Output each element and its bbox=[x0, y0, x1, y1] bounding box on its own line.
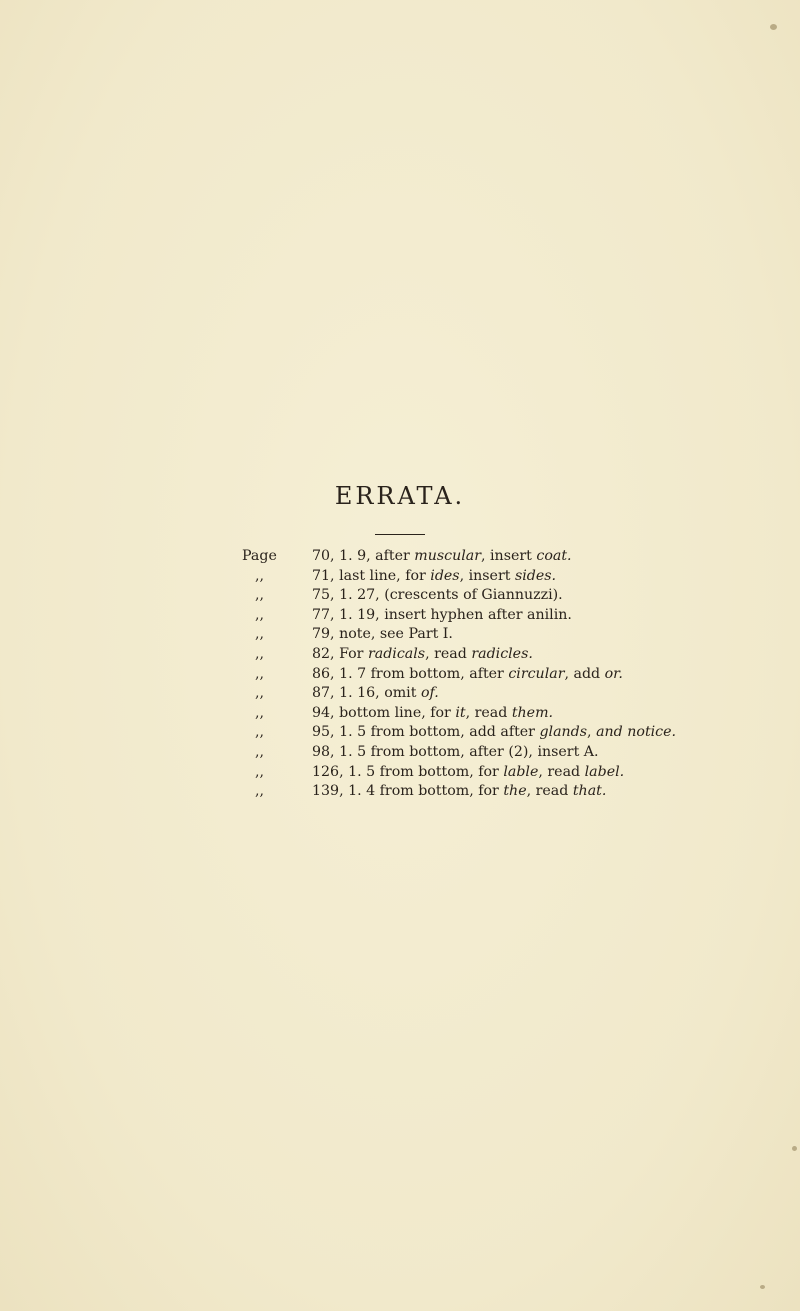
errata-entry bbox=[312, 606, 572, 626]
errata-row bbox=[242, 606, 800, 626]
entry-text: , read bbox=[526, 783, 573, 800]
entry-text: 70, 1. 9, after bbox=[312, 548, 415, 564]
ditto-mark: ,, bbox=[255, 743, 265, 760]
errata-entry bbox=[312, 684, 439, 704]
entry-text: , bbox=[587, 724, 597, 741]
errata-row bbox=[242, 665, 800, 685]
entry-text: 98, 1. 5 from bottom, after (2), insert A. bbox=[312, 743, 599, 760]
errata-row bbox=[242, 684, 800, 704]
page-label: Page bbox=[242, 548, 277, 564]
ditto-mark: ,, bbox=[255, 685, 265, 702]
errata-entry bbox=[312, 625, 453, 645]
errata-entry bbox=[312, 645, 533, 665]
ditto-mark: ,, bbox=[255, 645, 265, 662]
ditto-mark: ,, bbox=[255, 704, 265, 721]
italic-text: them. bbox=[511, 704, 554, 721]
errata-entry bbox=[312, 665, 623, 685]
heading-rule bbox=[375, 534, 425, 535]
errata-row bbox=[242, 645, 800, 665]
ditto-mark: ,, bbox=[255, 626, 265, 643]
ditto-mark: ,, bbox=[255, 783, 265, 800]
errata-row bbox=[242, 547, 800, 567]
errata-row bbox=[242, 704, 800, 724]
paper-spot bbox=[792, 1146, 797, 1151]
entry-text: 126, 1. 5 from bottom, for bbox=[312, 763, 504, 780]
italic-text: muscular bbox=[414, 548, 481, 564]
errata-row bbox=[242, 763, 800, 783]
errata-entry bbox=[312, 743, 599, 763]
ditto-mark: ,, bbox=[255, 665, 265, 682]
errata-entry bbox=[312, 723, 676, 743]
ditto-mark: ,, bbox=[255, 724, 265, 741]
italic-text: label. bbox=[584, 763, 625, 780]
entry-text: 77, 1. 19, insert hyphen after anilin. bbox=[312, 606, 572, 623]
paper-spot bbox=[760, 1285, 765, 1289]
entry-text: 79, note, see Part I. bbox=[312, 626, 453, 643]
errata-row bbox=[242, 743, 800, 763]
entry-text: 75, 1. 27, (crescents of Giannuzzi). bbox=[312, 587, 563, 604]
ditto-mark: ,, bbox=[255, 763, 265, 780]
italic-text: radicals bbox=[367, 645, 426, 662]
errata-row bbox=[242, 723, 800, 743]
italic-text: or. bbox=[604, 665, 623, 682]
italic-text: it bbox=[455, 704, 466, 721]
italic-text: of. bbox=[420, 685, 439, 702]
errata-row bbox=[242, 586, 800, 606]
italic-text: ides bbox=[430, 567, 460, 584]
entry-text: 87, 1. 16, omit bbox=[312, 685, 421, 702]
italic-text: and notice. bbox=[596, 724, 677, 741]
errata-entry bbox=[312, 547, 572, 567]
errata-entry bbox=[312, 567, 556, 587]
italic-text: lable bbox=[503, 763, 539, 780]
errata-entry bbox=[312, 586, 563, 606]
ditto-mark: ,, bbox=[255, 606, 265, 623]
entry-text: 82, For bbox=[312, 645, 368, 662]
ditto-mark: ,, bbox=[255, 587, 265, 604]
entry-text: 71, last line, for bbox=[312, 567, 431, 584]
entry-text: 94, bottom line, for bbox=[312, 704, 456, 721]
entry-text: , insert bbox=[459, 567, 515, 584]
paper-spot bbox=[770, 24, 777, 30]
errata-row bbox=[242, 625, 800, 645]
errata-row bbox=[242, 567, 800, 587]
italic-text: sides. bbox=[514, 567, 557, 584]
italic-text: circular bbox=[508, 665, 565, 682]
errata-entry bbox=[312, 782, 606, 802]
entry-text: , read bbox=[425, 645, 472, 662]
errata-entry bbox=[312, 763, 624, 783]
entry-text: 95, 1. 5 from bottom, add after bbox=[312, 724, 540, 741]
italic-text: the bbox=[503, 783, 527, 800]
italic-text: radicles. bbox=[471, 645, 533, 662]
errata-list bbox=[242, 547, 800, 802]
errata-entry bbox=[312, 704, 553, 724]
entry-text: , insert bbox=[481, 548, 537, 564]
italic-text: that. bbox=[572, 783, 607, 800]
errata-heading: ERRATA. bbox=[334, 482, 466, 510]
entry-text: , read bbox=[538, 763, 585, 780]
italic-text: coat. bbox=[536, 548, 572, 564]
entry-text: , read bbox=[465, 704, 512, 721]
ditto-mark: ,, bbox=[255, 567, 265, 584]
italic-text: glands bbox=[539, 724, 588, 741]
entry-text: , add bbox=[564, 665, 605, 682]
entry-text: 139, 1. 4 from bottom, for bbox=[312, 783, 504, 800]
entry-text: 86, 1. 7 from bottom, after bbox=[312, 665, 509, 682]
errata-row bbox=[242, 782, 800, 802]
